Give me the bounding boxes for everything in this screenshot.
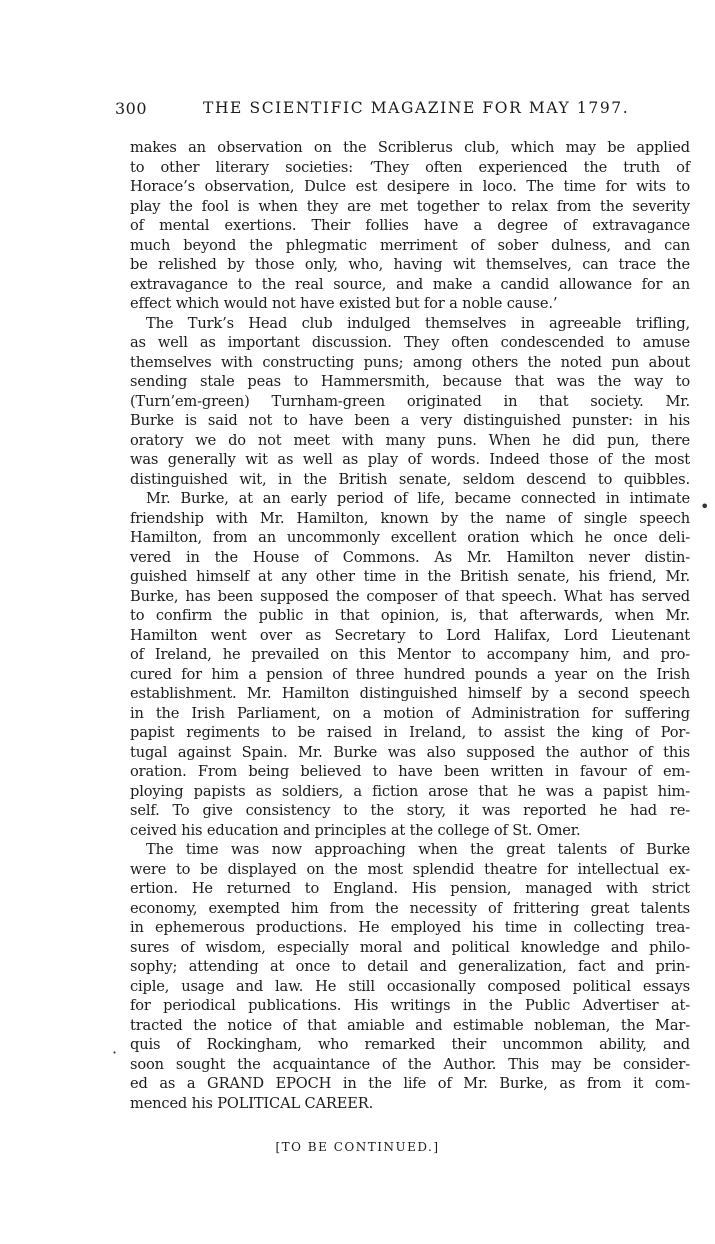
text-line: be relished by those only, who, having wit themselves, can trace the xyxy=(130,256,690,273)
paragraph-end-line: distinguished wit, in the British senate, seldom descend to quibbles. xyxy=(130,470,690,488)
margin-dot-mark: • xyxy=(700,497,710,516)
paragraph-end-line: menced his POLITICAL CAREER. xyxy=(130,1094,374,1112)
text-line: themselves with constructing puns; among others the noted pun about xyxy=(130,353,690,371)
text-line: of Ireland, he prevailed on this Mentor to accompany him, and pro- xyxy=(130,646,690,663)
text-line: makes an observation on the Scriblerus club, which may be applied xyxy=(130,139,690,156)
text-line: were to be displayed on the most splendid theatre for intellectual ex- xyxy=(130,860,690,878)
text-line: extravagance to the real source, and make a candid allowance for an xyxy=(130,275,690,293)
text-line: Burke is said not to have been a very distinguished punster: in his xyxy=(130,412,690,429)
text-line: as well as important discussion. They often condescended to amuse xyxy=(130,334,690,351)
page-number: 300 xyxy=(115,99,148,118)
text-line: in ephemerous productions. He employed his time in collecting trea- xyxy=(130,919,690,936)
text-line: guished himself at any other time in the British senate, his friend, Mr. xyxy=(130,568,690,585)
paragraph-start-line: The Turk’s Head club indulged themselves in agreeable trifling, xyxy=(146,314,690,332)
text-line: of mental exertions. Their follies have a degree of extravagance xyxy=(130,217,690,234)
text-line: oration. From being believed to have been written in favour of em- xyxy=(130,763,690,780)
text-line: tugal against Spain. Mr. Burke was also supposed the author of this xyxy=(130,743,690,761)
text-line: Hamilton went over as Secretary to Lord Halifax, Lord Lieutenant xyxy=(130,626,690,644)
text-line: vered in the House of Commons. As Mr. Hamilton never distin- xyxy=(130,548,690,566)
text-line: ed as a GRAND EPOCH in the life of Mr. Burke, as from it com- xyxy=(130,1075,690,1092)
paragraph-end-line: ceived his education and principles at the college of St. Omer. xyxy=(130,821,581,839)
text-line: ciple, usage and law. He still occasionally composed political essays xyxy=(130,977,690,995)
text-line: Horace’s observation, Dulce est desipere in loco. The time for wits to xyxy=(130,178,690,195)
text-line: papist regiments to be raised in Ireland, to assist the king of Por- xyxy=(130,724,690,741)
text-line: was generally wit as well as play of words. Indeed those of the most xyxy=(130,451,690,468)
journal-title: THE SCIENTIFIC MAGAZINE FOR MAY 1797. xyxy=(203,99,630,117)
text-line: sophy; attending at once to detail and generalization, fact and prin- xyxy=(130,958,690,975)
text-line: self. To give consistency to the story, it was reported he had re- xyxy=(130,802,690,819)
paragraph-start-line: The time was now approaching when the great talents of Burke xyxy=(146,841,690,858)
text-line: (Turn’em-green) Turnham-green originated in that society. Mr. xyxy=(130,392,690,410)
text-line: ertion. He returned to England. His pension, managed with strict xyxy=(130,880,690,897)
text-line: ploying papists as soldiers, a fiction arose that he was a papist him- xyxy=(130,782,690,800)
continued-note: [TO BE CONTINUED.] xyxy=(275,1140,440,1154)
text-line: sending stale peas to Hammersmith, because that was the way to xyxy=(130,373,690,390)
text-line: economy, exempted him from the necessity of frittering great talents xyxy=(130,899,690,917)
text-line: quis of Rockingham, who remarked their uncommon ability, and xyxy=(130,1036,690,1053)
text-line: for periodical publications. His writings in the Public Advertiser at- xyxy=(130,997,690,1014)
article-text xyxy=(130,138,690,1113)
text-line: cured for him a pension of three hundred pounds a year on the Irish xyxy=(130,665,690,683)
text-line: play the fool is when they are met together to relax from the severity xyxy=(130,197,690,215)
text-line: soon sought the acquaintance of the Author. This may be consider- xyxy=(130,1055,690,1073)
text-line: much beyond the phlegmatic merriment of sober dulness, and can xyxy=(130,236,690,254)
text-line: to confirm the public in that opinion, is, that afterwards, when Mr. xyxy=(130,607,690,624)
text-line: to other literary societies: ‘They often experienced the truth of xyxy=(130,158,690,176)
paragraph-end-line: effect which would not have existed but for a noble cause.’ xyxy=(130,295,558,312)
text-line: friendship with Mr. Hamilton, known by the name of single speech xyxy=(130,509,690,527)
text-line: establishment. Mr. Hamilton distinguished himself by a second speech xyxy=(130,685,690,702)
text-line: Burke, has been supposed the composer of that speech. What has served xyxy=(130,587,690,605)
running-head xyxy=(115,99,685,123)
text-line: Hamilton, from an uncommonly excellent oration which he once deli- xyxy=(130,529,690,546)
text-line: tracted the notice of that amiable and estimable nobleman, the Mar- xyxy=(130,1016,690,1034)
text-line: sures of wisdom, especially moral and political knowledge and philo- xyxy=(130,938,690,956)
text-line: oratory we do not meet with many puns. When he did pun, there xyxy=(130,431,690,449)
paragraph-start-line: Mr. Burke, at an early period of life, became connected in intimate xyxy=(146,490,690,507)
text-line: in the Irish Parliament, on a motion of Administration for suffering xyxy=(130,704,690,722)
margin-dot-mark: · xyxy=(112,1043,118,1062)
